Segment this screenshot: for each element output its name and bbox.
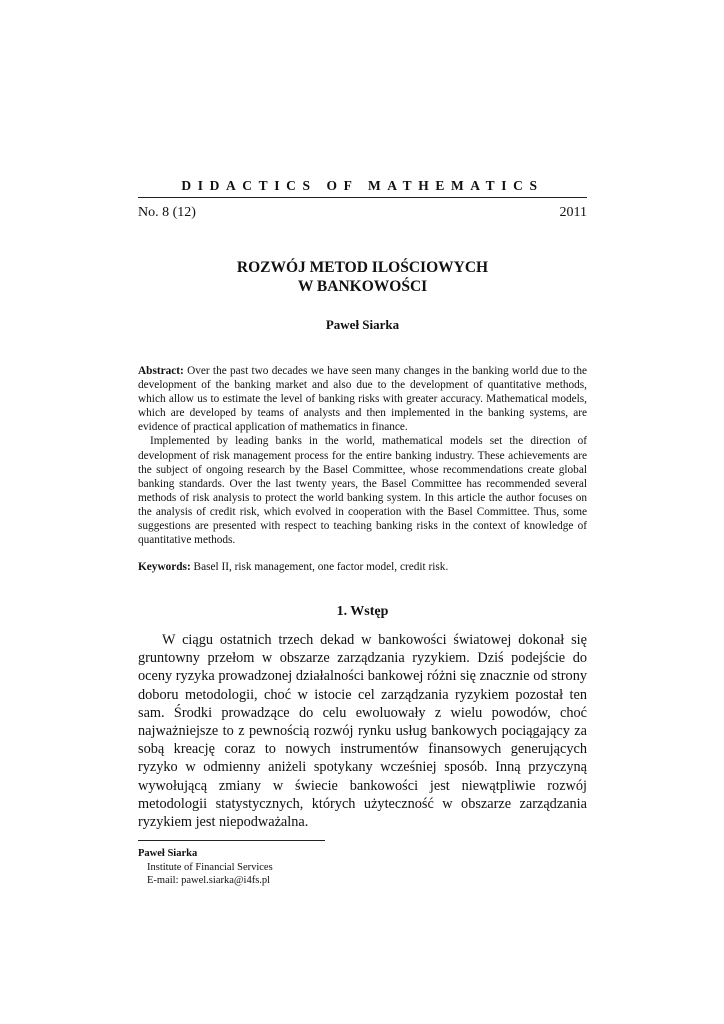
issue-row <box>138 205 587 221</box>
footnote-rule <box>138 840 325 841</box>
footnote-affiliation: Institute of Financial Services <box>147 861 273 873</box>
footnote-email: E-mail: pawel.siarka@i4fs.pl <box>147 875 271 886</box>
title-line-1: ROZWÓJ METOD ILOŚCIOWYCH <box>236 259 489 276</box>
abstract-paragraph-1 <box>138 364 587 434</box>
section-heading: 1. Wstęp <box>336 604 389 619</box>
journal-name: DIDACTICS OF MATHEMATICS <box>181 178 544 193</box>
keywords-text: Basel II, risk management, one factor model, credit risk. <box>190 561 449 573</box>
abstract-label: Abstract: <box>138 365 184 377</box>
abstract-paragraph-2: Implemented by leading banks in the world, mathematical models set the direction of development of risk management process for the entire banking industry. These achievements are the subject of ongoing research by the Basel Committee, whose recommendations create global banking standards. Over the last twenty years, the Basel Committee has recommended several methods of risk analysis to protect the world banking system. In this article the author focuses on the analysis of credit risk, which evolved in cooperation with the Basel Committee. Thus, some suggestions are presented with respect to teaching banking risks in the context of knowledge of quantitative methods. <box>138 435 587 547</box>
abstract-text-1: Over the past two decades we have seen many changes in the banking world due to the development of the banking market and also due to the development of quantitative methods, which allow us to estimate the level of banking risks with greater accuracy. Mathematical models, which are developed by teams of analysts and then implemented in the banking systems, are evidence of practical application of mathematics in finance. <box>138 365 587 434</box>
footnote-author: Paweł Siarka <box>138 848 198 859</box>
keywords-label: Keywords: <box>138 561 191 573</box>
section-body: W ciągu ostatnich trzech dekad w bankowości światowej dokonał się gruntowny przełom w obszarze zarządzania ryzykiem. Dziś podejście do oceny ryzyka prowadzonej działalności bankowej różni się znacznie od strony doboru metodologii, choć w istocie cel zarządzania ryzykiem pozostał ten sam. Środki prowadzące do celu ewoluowały z wielu powodów, choć najważniejsze to z pewnością rozwój rynku usług bankowych pociągający za sobą kreację coraz to nowych instrumentów finansowych generujących ryzyko w odmienny aniżeli spotykany wcześniej sposób. Inną przyczyną wywołującą zmiany w świecie bankowości jest niewątpliwie rozwój metodologii statystycznych, których użyteczność w obszarze zarządzania ryzykiem jest niepodważalna. <box>138 632 587 831</box>
article-title <box>138 258 587 296</box>
keywords <box>138 560 587 574</box>
header-rule <box>138 197 587 198</box>
author-name: Paweł Siarka <box>325 317 400 332</box>
issue-year: 2011 <box>559 205 587 220</box>
footnote <box>138 847 587 888</box>
issue-number: No. 8 (12) <box>138 205 196 220</box>
abstract <box>138 364 587 547</box>
title-line-2: W BANKOWOŚCI <box>297 278 428 295</box>
